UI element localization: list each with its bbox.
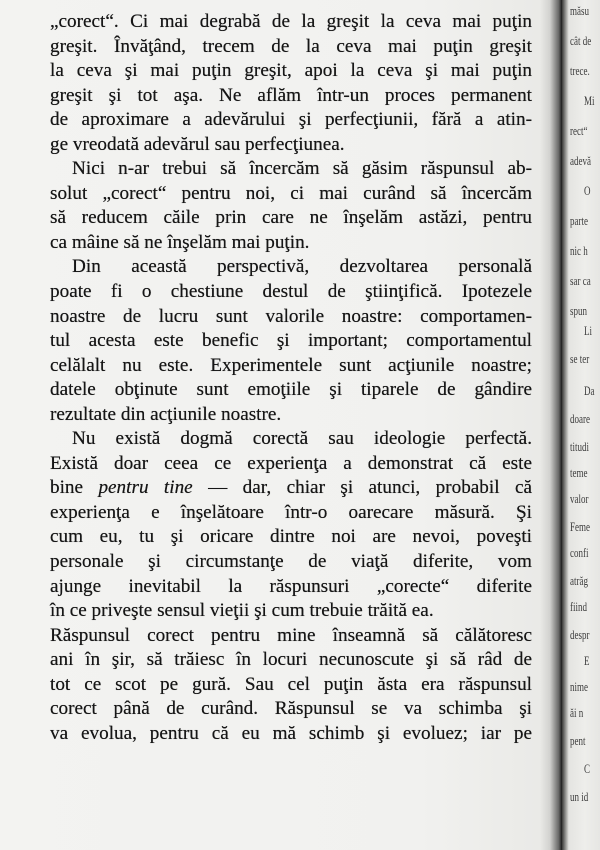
- text-line: va evolua, pentru că eu mă schimb şi evoluez; iar pe: [50, 722, 532, 744]
- next-page-fragment: doare: [570, 412, 590, 426]
- text-fragment: bine: [50, 477, 99, 499]
- text-line: rezultate din acţiunile noastre.: [50, 403, 282, 425]
- next-page-fragment: despr: [570, 628, 590, 642]
- text-line: ani în şir, să trăiesc în locuri necunoscute şi să râd de: [50, 649, 532, 671]
- next-page-fragment: C: [584, 762, 591, 776]
- text-line: Nu există dogmă corectă sau ideologie perfectă.: [72, 428, 532, 450]
- book-gutter: [540, 0, 562, 850]
- next-page-fragment: spun: [570, 304, 588, 318]
- text-line: ajunge inevitabil la răspunsuri „corecte“ diferite: [50, 575, 532, 597]
- next-page-fragment: fiind: [570, 600, 587, 614]
- next-page-fragment: ăi n: [570, 706, 584, 720]
- text-line: experienţa e înşelătoare într-o oarecare măsură. Şi: [50, 501, 532, 523]
- next-page-fragment: E: [584, 654, 590, 668]
- text-line: Din această perspectivă, dezvoltarea personală: [72, 256, 532, 278]
- next-page-fragment: Li: [584, 324, 592, 338]
- text-line: în ce priveşte sensul vieţii şi cum trebuie trăită ea.: [50, 600, 434, 622]
- text-line: de aproximare a adevărului şi perfecţiunii, fără a atin-: [50, 109, 532, 131]
- next-page-fragment: măsu: [570, 4, 590, 18]
- next-page-fragment: parte: [570, 214, 588, 228]
- text-line-emphasis: [50, 476, 532, 501]
- next-page-fragment: adevă: [570, 154, 591, 168]
- next-page-fragment: nic h: [570, 244, 588, 258]
- text-line: greşit şi tot aşa. Ne aflăm într-un proces permanent: [50, 84, 532, 106]
- next-page-fragment: O: [584, 184, 591, 198]
- text-line: greşit. Învăţând, trecem de la ceva mai puţin greşit: [50, 35, 532, 57]
- text-line: la ceva şi mai puţin greşit, apoi la ceva şi mai puţin: [50, 60, 532, 82]
- text-line: să reducem căile prin care ne înşelăm astăzi, pentru: [50, 207, 532, 229]
- text-line: „corect“. Ci mai degrabă de la greşit la ceva mai puţin: [50, 11, 532, 32]
- text-line: ge vreodată adevărul sau perfecţiunea.: [50, 133, 345, 155]
- text-line: cum eu, tu şi oricare dintre noi are nevoi, poveşti: [50, 526, 532, 548]
- next-page-fragment: Da: [584, 384, 595, 398]
- next-page-fragment: sar ca: [570, 274, 591, 288]
- next-page-fragment: valor: [570, 492, 589, 506]
- next-page-fragment: cât de: [570, 34, 592, 48]
- text-line: ca mâine să ne înşelăm mai puţin.: [50, 231, 310, 253]
- text-line: tul acesta este benefic şi important; comportamentul: [50, 330, 532, 352]
- text-line: Nici n-ar trebui să încercăm să găsim răspunsul ab-: [72, 158, 532, 180]
- next-page-edge: [562, 0, 600, 850]
- text-line: corect până de curând. Răspunsul se va schimba şi: [50, 698, 532, 720]
- next-page-fragment: nime: [570, 680, 588, 694]
- next-page-fragment: titudi: [570, 440, 590, 454]
- next-page-fragment: atrăg: [570, 574, 588, 588]
- text-line: Răspunsul corect pentru mine înseamnă să călătoresc: [50, 624, 532, 646]
- next-page-fragment: un id: [570, 790, 589, 804]
- text-line: poate fi o chestiune destul de ştiinţifică. Ipotezele: [50, 281, 532, 303]
- next-page-fragment: rect“: [570, 124, 588, 138]
- text-line: personale şi circumstanţe de viaţă diferite, vom: [50, 551, 532, 573]
- next-page-fragment: confi: [570, 546, 589, 560]
- text-line: datele obţinute sunt emoţiile şi tiparele de gândire: [50, 379, 532, 401]
- text-line: tot ce scot pe gură. Sau cel puţin ăsta era răspunsul: [50, 673, 532, 695]
- next-page-fragment: se ter: [570, 352, 590, 366]
- body-text: [50, 10, 532, 746]
- text-fragment: — dar, chiar şi atunci, probabil că: [192, 477, 532, 499]
- next-page-fragment: trece.: [570, 64, 590, 78]
- next-page-fragment: Mi: [584, 94, 595, 108]
- text-line: celălalt nu este. Experimentele sunt acţiunile noastre;: [50, 354, 532, 376]
- text-line: solut „corect“ pentru noi, ci mai curând să încercăm: [50, 182, 532, 204]
- italic-emphasis: pentru tine: [98, 477, 193, 499]
- next-page-fragment: pent: [570, 734, 586, 748]
- next-page-fragment: Feme: [570, 520, 591, 534]
- text-line: Există doar ceea ce experienţa a demonstrat că este: [50, 452, 532, 474]
- text-line: noastre de lucru sunt valorile noastre: comportamen-: [50, 305, 532, 327]
- next-page-fragment: teme: [570, 466, 588, 480]
